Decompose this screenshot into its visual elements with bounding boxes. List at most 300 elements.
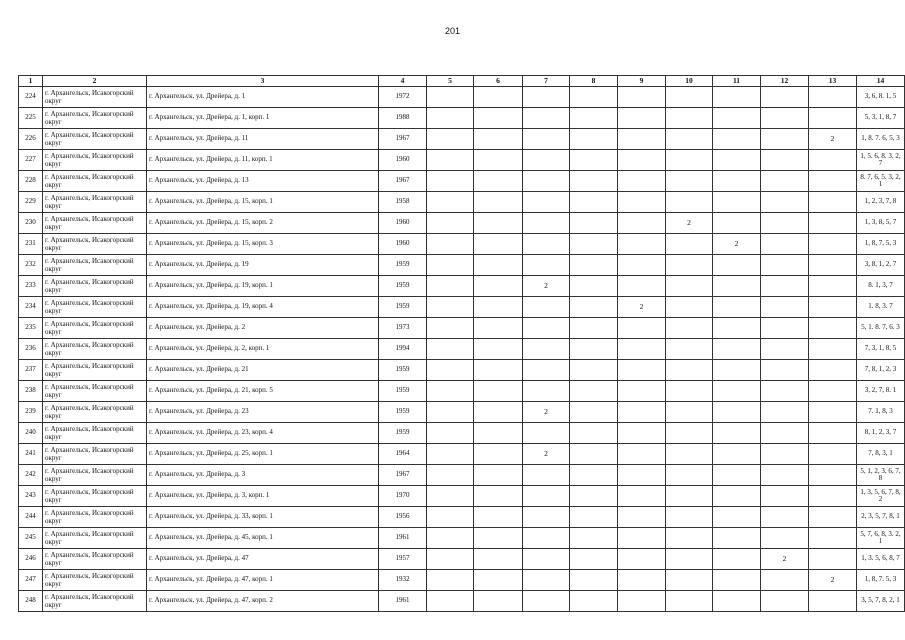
col13-cell: 2 bbox=[809, 129, 857, 150]
row-number: 248 bbox=[19, 591, 43, 612]
col12-cell bbox=[761, 507, 809, 528]
col6-cell bbox=[474, 444, 523, 465]
column-header: 4 bbox=[379, 76, 427, 87]
column-header: 7 bbox=[523, 76, 570, 87]
col8-cell bbox=[570, 381, 618, 402]
district-cell: г. Архангельск, Исакогорский округ bbox=[43, 339, 147, 360]
year-cell: 1959 bbox=[379, 402, 427, 423]
district-cell: г. Архангельск, Исакогорский округ bbox=[43, 213, 147, 234]
address-cell: г. Архангельск, ул. Дрейера, д. 47, корп. 1 bbox=[147, 570, 379, 591]
year-cell: 1961 bbox=[379, 528, 427, 549]
row-number: 242 bbox=[19, 465, 43, 486]
col12-cell bbox=[761, 87, 809, 108]
row-number: 247 bbox=[19, 570, 43, 591]
col6-cell bbox=[474, 507, 523, 528]
col9-cell bbox=[618, 486, 666, 507]
col11-cell bbox=[713, 213, 761, 234]
col10-cell bbox=[666, 192, 713, 213]
address-cell: г. Архангельск, ул. Дрейера, д. 2 bbox=[147, 318, 379, 339]
row-number: 245 bbox=[19, 528, 43, 549]
table-row bbox=[19, 171, 905, 192]
year-cell: 1988 bbox=[379, 108, 427, 129]
col7-cell bbox=[523, 255, 570, 276]
district-cell: г. Архангельск, Исакогорский округ bbox=[43, 297, 147, 318]
col13-cell: 2 bbox=[809, 570, 857, 591]
col12-cell bbox=[761, 570, 809, 591]
col10-cell bbox=[666, 528, 713, 549]
col6-cell bbox=[474, 297, 523, 318]
column-header: 10 bbox=[666, 76, 713, 87]
col5-cell bbox=[427, 507, 474, 528]
col9-cell bbox=[618, 318, 666, 339]
address-cell: г. Архангельск, ул. Дрейера, д. 3 bbox=[147, 465, 379, 486]
col5-cell bbox=[427, 591, 474, 612]
col14-cell: 2, 3, 5, 7, 8, 1 bbox=[857, 507, 905, 528]
table-row bbox=[19, 381, 905, 402]
col5-cell bbox=[427, 150, 474, 171]
address-cell: г. Архангельск, ул. Дрейера, д. 15, корп. 2 bbox=[147, 213, 379, 234]
col5-cell bbox=[427, 444, 474, 465]
col10-cell bbox=[666, 444, 713, 465]
year-cell: 1957 bbox=[379, 549, 427, 570]
col6-cell bbox=[474, 192, 523, 213]
row-number: 226 bbox=[19, 129, 43, 150]
col5-cell bbox=[427, 570, 474, 591]
col5-cell bbox=[427, 297, 474, 318]
address-cell: г. Архангельск, ул. Дрейера, д. 23 bbox=[147, 402, 379, 423]
col14-cell: 7, 8, 3, 1 bbox=[857, 444, 905, 465]
row-number: 229 bbox=[19, 192, 43, 213]
row-number: 240 bbox=[19, 423, 43, 444]
data-table bbox=[18, 75, 905, 612]
year-cell: 1961 bbox=[379, 591, 427, 612]
col7-cell bbox=[523, 570, 570, 591]
col7-cell bbox=[523, 87, 570, 108]
table-row bbox=[19, 339, 905, 360]
col10-cell: 2 bbox=[666, 213, 713, 234]
col14-cell: 1, 8, 7, 5, 3 bbox=[857, 234, 905, 255]
year-cell: 1972 bbox=[379, 87, 427, 108]
col10-cell bbox=[666, 318, 713, 339]
col8-cell bbox=[570, 486, 618, 507]
district-cell: г. Архангельск, Исакогорский округ bbox=[43, 423, 147, 444]
col14-cell: 3, 5, 7, 8, 2, 1 bbox=[857, 591, 905, 612]
col8-cell bbox=[570, 129, 618, 150]
col7-cell bbox=[523, 549, 570, 570]
year-cell: 1960 bbox=[379, 234, 427, 255]
col11-cell bbox=[713, 150, 761, 171]
col8-cell bbox=[570, 297, 618, 318]
col11-cell bbox=[713, 486, 761, 507]
col13-cell bbox=[809, 108, 857, 129]
year-cell: 1964 bbox=[379, 444, 427, 465]
col14-cell: 3, 2, 7, 8. 1 bbox=[857, 381, 905, 402]
address-cell: г. Архангельск, ул. Дрейера, д. 19, корп. 4 bbox=[147, 297, 379, 318]
col14-cell: 3, 8, 1, 2, 7 bbox=[857, 255, 905, 276]
col14-cell: 1, 2, 3, 7, 8 bbox=[857, 192, 905, 213]
col12-cell bbox=[761, 192, 809, 213]
col5-cell bbox=[427, 381, 474, 402]
col8-cell bbox=[570, 108, 618, 129]
address-cell: г. Архангельск, ул. Дрейера, д. 47, корп. 2 bbox=[147, 591, 379, 612]
table-row bbox=[19, 213, 905, 234]
col12-cell bbox=[761, 591, 809, 612]
column-header: 3 bbox=[147, 76, 379, 87]
col9-cell bbox=[618, 150, 666, 171]
district-cell: г. Архангельск, Исакогорский округ bbox=[43, 255, 147, 276]
district-cell: г. Архангельск, Исакогорский округ bbox=[43, 402, 147, 423]
row-number: 231 bbox=[19, 234, 43, 255]
col12-cell bbox=[761, 339, 809, 360]
col11-cell bbox=[713, 402, 761, 423]
col8-cell bbox=[570, 570, 618, 591]
table-row bbox=[19, 549, 905, 570]
col7-cell bbox=[523, 213, 570, 234]
col14-cell: 5, 3, 1, 8, 7 bbox=[857, 108, 905, 129]
col9-cell bbox=[618, 213, 666, 234]
col8-cell bbox=[570, 192, 618, 213]
column-header: 1 bbox=[19, 76, 43, 87]
address-cell: г. Архангельск, ул. Дрейера, д. 13 bbox=[147, 171, 379, 192]
col8-cell bbox=[570, 171, 618, 192]
address-cell: г. Архангельск, ул. Дрейера, д. 19 bbox=[147, 255, 379, 276]
col6-cell bbox=[474, 360, 523, 381]
col7-cell bbox=[523, 423, 570, 444]
col14-cell: 1. 8, 3. 7 bbox=[857, 297, 905, 318]
col14-cell: 5, 1. 8. 7, 6. 3 bbox=[857, 318, 905, 339]
column-header: 14 bbox=[857, 76, 905, 87]
col8-cell bbox=[570, 276, 618, 297]
col8-cell bbox=[570, 465, 618, 486]
col12-cell bbox=[761, 108, 809, 129]
address-cell: г. Архангельск, ул. Дрейера, д. 11 bbox=[147, 129, 379, 150]
col13-cell bbox=[809, 402, 857, 423]
col7-cell bbox=[523, 150, 570, 171]
row-number: 241 bbox=[19, 444, 43, 465]
col13-cell bbox=[809, 192, 857, 213]
col5-cell bbox=[427, 360, 474, 381]
year-cell: 1960 bbox=[379, 150, 427, 171]
col14-cell: 3, 6, 8. 1, 5 bbox=[857, 87, 905, 108]
row-number: 225 bbox=[19, 108, 43, 129]
col5-cell bbox=[427, 528, 474, 549]
col11-cell bbox=[713, 444, 761, 465]
col12-cell bbox=[761, 381, 809, 402]
table-row bbox=[19, 570, 905, 591]
table-row bbox=[19, 150, 905, 171]
col8-cell bbox=[570, 150, 618, 171]
col9-cell bbox=[618, 402, 666, 423]
address-cell: г. Архангельск, ул. Дрейера, д. 1, корп. 1 bbox=[147, 108, 379, 129]
col9-cell bbox=[618, 507, 666, 528]
col6-cell bbox=[474, 339, 523, 360]
col12-cell bbox=[761, 486, 809, 507]
table-row bbox=[19, 276, 905, 297]
col13-cell bbox=[809, 360, 857, 381]
col12-cell bbox=[761, 423, 809, 444]
col8-cell bbox=[570, 591, 618, 612]
col14-cell: 7, 3, 1, 8, 5 bbox=[857, 339, 905, 360]
column-header: 9 bbox=[618, 76, 666, 87]
col9-cell bbox=[618, 255, 666, 276]
col10-cell bbox=[666, 486, 713, 507]
col11-cell bbox=[713, 318, 761, 339]
col6-cell bbox=[474, 255, 523, 276]
row-number: 237 bbox=[19, 360, 43, 381]
col7-cell bbox=[523, 381, 570, 402]
address-cell: г. Архангельск, ул. Дрейера, д. 21 bbox=[147, 360, 379, 381]
col14-cell: 8. 1, 3, 7 bbox=[857, 276, 905, 297]
col13-cell bbox=[809, 171, 857, 192]
col11-cell: 2 bbox=[713, 234, 761, 255]
col7-cell bbox=[523, 339, 570, 360]
col6-cell bbox=[474, 108, 523, 129]
district-cell: г. Архангельск, Исакогорский округ bbox=[43, 192, 147, 213]
table-header-row bbox=[19, 76, 905, 87]
col9-cell bbox=[618, 528, 666, 549]
table-row bbox=[19, 486, 905, 507]
address-cell: г. Архангельск, ул. Дрейера, д. 23, корп. 4 bbox=[147, 423, 379, 444]
col11-cell bbox=[713, 381, 761, 402]
col8-cell bbox=[570, 360, 618, 381]
column-header: 13 bbox=[809, 76, 857, 87]
col13-cell bbox=[809, 87, 857, 108]
col8-cell bbox=[570, 444, 618, 465]
col13-cell bbox=[809, 339, 857, 360]
col5-cell bbox=[427, 423, 474, 444]
col10-cell bbox=[666, 297, 713, 318]
col10-cell bbox=[666, 591, 713, 612]
col5-cell bbox=[427, 87, 474, 108]
address-cell: г. Архангельск, ул. Дрейера, д. 21, корп. 5 bbox=[147, 381, 379, 402]
table-row bbox=[19, 423, 905, 444]
address-cell: г. Архангельск, ул. Дрейера, д. 15, корп. 1 bbox=[147, 192, 379, 213]
district-cell: г. Архангельск, Исакогорский округ bbox=[43, 87, 147, 108]
year-cell: 1970 bbox=[379, 486, 427, 507]
table-row bbox=[19, 402, 905, 423]
col13-cell bbox=[809, 444, 857, 465]
col12-cell bbox=[761, 318, 809, 339]
col11-cell bbox=[713, 129, 761, 150]
col7-cell bbox=[523, 192, 570, 213]
col7-cell bbox=[523, 129, 570, 150]
col9-cell bbox=[618, 234, 666, 255]
col11-cell bbox=[713, 423, 761, 444]
col5-cell bbox=[427, 549, 474, 570]
col5-cell bbox=[427, 318, 474, 339]
col9-cell bbox=[618, 276, 666, 297]
col13-cell bbox=[809, 528, 857, 549]
col9-cell bbox=[618, 591, 666, 612]
col5-cell bbox=[427, 108, 474, 129]
col10-cell bbox=[666, 171, 713, 192]
column-header: 11 bbox=[713, 76, 761, 87]
col5-cell bbox=[427, 234, 474, 255]
district-cell: г. Архангельск, Исакогорский округ bbox=[43, 549, 147, 570]
col6-cell bbox=[474, 486, 523, 507]
col11-cell bbox=[713, 87, 761, 108]
col10-cell bbox=[666, 507, 713, 528]
col12-cell bbox=[761, 234, 809, 255]
col12-cell bbox=[761, 129, 809, 150]
col8-cell bbox=[570, 423, 618, 444]
col7-cell bbox=[523, 171, 570, 192]
col7-cell bbox=[523, 591, 570, 612]
col8-cell bbox=[570, 549, 618, 570]
table-row bbox=[19, 360, 905, 381]
col6-cell bbox=[474, 528, 523, 549]
row-number: 232 bbox=[19, 255, 43, 276]
address-cell: г. Архангельск, ул. Дрейера, д. 2, корп. 1 bbox=[147, 339, 379, 360]
col14-cell: 7. 1, 8, 3 bbox=[857, 402, 905, 423]
col7-cell: 2 bbox=[523, 276, 570, 297]
district-cell: г. Архангельск, Исакогорский округ bbox=[43, 108, 147, 129]
col9-cell bbox=[618, 339, 666, 360]
col10-cell bbox=[666, 570, 713, 591]
col12-cell bbox=[761, 444, 809, 465]
district-cell: г. Архангельск, Исакогорский округ bbox=[43, 129, 147, 150]
year-cell: 1959 bbox=[379, 276, 427, 297]
year-cell: 1959 bbox=[379, 297, 427, 318]
col11-cell bbox=[713, 528, 761, 549]
col8-cell bbox=[570, 528, 618, 549]
col8-cell bbox=[570, 318, 618, 339]
col10-cell bbox=[666, 87, 713, 108]
col7-cell bbox=[523, 528, 570, 549]
col7-cell bbox=[523, 360, 570, 381]
year-cell: 1959 bbox=[379, 381, 427, 402]
year-cell: 1967 bbox=[379, 171, 427, 192]
col13-cell bbox=[809, 381, 857, 402]
row-number: 246 bbox=[19, 549, 43, 570]
district-cell: г. Архангельск, Исакогорский округ bbox=[43, 318, 147, 339]
col6-cell bbox=[474, 381, 523, 402]
year-cell: 1959 bbox=[379, 360, 427, 381]
year-cell: 1994 bbox=[379, 339, 427, 360]
year-cell: 1967 bbox=[379, 129, 427, 150]
col12-cell bbox=[761, 465, 809, 486]
year-cell: 1967 bbox=[379, 465, 427, 486]
col7-cell bbox=[523, 234, 570, 255]
col9-cell bbox=[618, 465, 666, 486]
col10-cell bbox=[666, 381, 713, 402]
address-cell: г. Архангельск, ул. Дрейера, д. 19, корп. 1 bbox=[147, 276, 379, 297]
col9-cell bbox=[618, 192, 666, 213]
col13-cell bbox=[809, 465, 857, 486]
col10-cell bbox=[666, 402, 713, 423]
col11-cell bbox=[713, 339, 761, 360]
col11-cell bbox=[713, 591, 761, 612]
col10-cell bbox=[666, 360, 713, 381]
col12-cell bbox=[761, 360, 809, 381]
year-cell: 1973 bbox=[379, 318, 427, 339]
col6-cell bbox=[474, 234, 523, 255]
address-cell: г. Архангельск, ул. Дрейера, д. 33, корп. 1 bbox=[147, 507, 379, 528]
col14-cell: 8. 7, 6, 5. 3, 2, 1 bbox=[857, 171, 905, 192]
table-row bbox=[19, 528, 905, 549]
col5-cell bbox=[427, 339, 474, 360]
col11-cell bbox=[713, 465, 761, 486]
row-number: 239 bbox=[19, 402, 43, 423]
col10-cell bbox=[666, 276, 713, 297]
row-number: 230 bbox=[19, 213, 43, 234]
col5-cell bbox=[427, 465, 474, 486]
district-cell: г. Архангельск, Исакогорский округ bbox=[43, 444, 147, 465]
col6-cell bbox=[474, 465, 523, 486]
col13-cell bbox=[809, 234, 857, 255]
address-cell: г. Архангельск, ул. Дрейера, д. 1 bbox=[147, 87, 379, 108]
col14-cell: 1, 3. 5, 6, 8, 7 bbox=[857, 549, 905, 570]
col11-cell bbox=[713, 570, 761, 591]
district-cell: г. Архангельск, Исакогорский округ bbox=[43, 591, 147, 612]
col7-cell: 2 bbox=[523, 444, 570, 465]
col12-cell: 2 bbox=[761, 549, 809, 570]
table-row bbox=[19, 234, 905, 255]
col10-cell bbox=[666, 234, 713, 255]
col13-cell bbox=[809, 276, 857, 297]
col10-cell bbox=[666, 423, 713, 444]
col11-cell bbox=[713, 255, 761, 276]
col6-cell bbox=[474, 150, 523, 171]
col12-cell bbox=[761, 297, 809, 318]
col13-cell bbox=[809, 318, 857, 339]
year-cell: 1959 bbox=[379, 423, 427, 444]
district-cell: г. Архангельск, Исакогорский округ bbox=[43, 465, 147, 486]
col11-cell bbox=[713, 192, 761, 213]
col5-cell bbox=[427, 486, 474, 507]
address-cell: г. Архангельск, ул. Дрейера, д. 11, корп. 1 bbox=[147, 150, 379, 171]
address-cell: г. Архангельск, ул. Дрейера, д. 15, корп. 3 bbox=[147, 234, 379, 255]
col5-cell bbox=[427, 171, 474, 192]
col11-cell bbox=[713, 171, 761, 192]
col12-cell bbox=[761, 213, 809, 234]
col10-cell bbox=[666, 150, 713, 171]
table-row bbox=[19, 192, 905, 213]
col13-cell bbox=[809, 549, 857, 570]
col12-cell bbox=[761, 276, 809, 297]
column-header: 6 bbox=[474, 76, 523, 87]
column-header: 5 bbox=[427, 76, 474, 87]
col8-cell bbox=[570, 507, 618, 528]
col11-cell bbox=[713, 549, 761, 570]
table-row bbox=[19, 87, 905, 108]
year-cell: 1956 bbox=[379, 507, 427, 528]
col14-cell: 5, 1, 2, 3, 6, 7, 8 bbox=[857, 465, 905, 486]
col12-cell bbox=[761, 171, 809, 192]
row-number: 244 bbox=[19, 507, 43, 528]
col9-cell bbox=[618, 381, 666, 402]
table-row bbox=[19, 444, 905, 465]
col8-cell bbox=[570, 87, 618, 108]
col12-cell bbox=[761, 255, 809, 276]
col10-cell bbox=[666, 339, 713, 360]
col9-cell bbox=[618, 549, 666, 570]
table-row bbox=[19, 465, 905, 486]
row-number: 236 bbox=[19, 339, 43, 360]
col7-cell bbox=[523, 507, 570, 528]
col11-cell bbox=[713, 276, 761, 297]
col9-cell bbox=[618, 360, 666, 381]
table-row bbox=[19, 591, 905, 612]
address-cell: г. Архангельск, ул. Дрейера, д. 47 bbox=[147, 549, 379, 570]
col6-cell bbox=[474, 129, 523, 150]
col7-cell bbox=[523, 318, 570, 339]
col7-cell bbox=[523, 108, 570, 129]
row-number: 234 bbox=[19, 297, 43, 318]
col5-cell bbox=[427, 192, 474, 213]
column-header: 12 bbox=[761, 76, 809, 87]
col13-cell bbox=[809, 150, 857, 171]
